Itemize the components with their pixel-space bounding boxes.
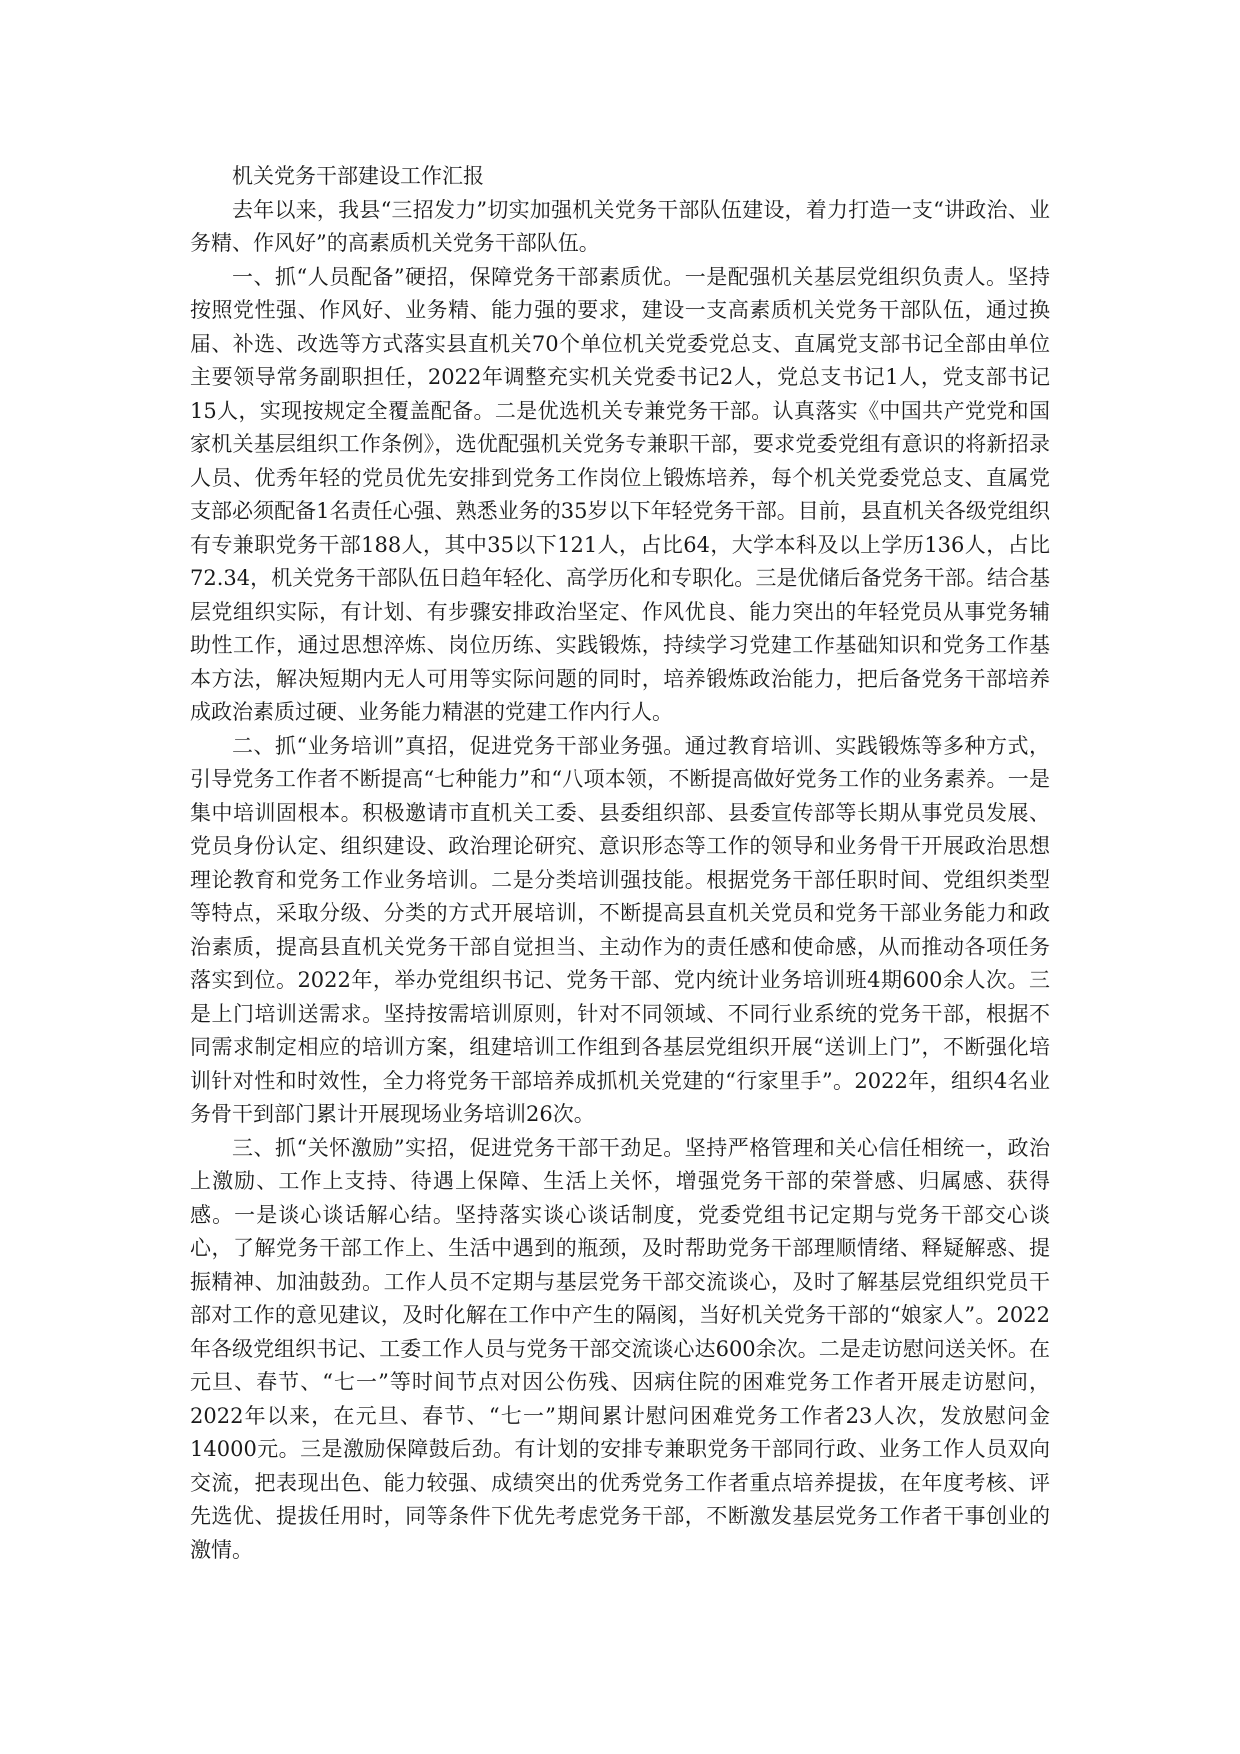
document-title: 机关党务干部建设工作汇报 bbox=[232, 164, 484, 188]
paragraph-section-1: 一、抓“人员配备”硬招，保障党务干部素质优。一是配强机关基层党组织负责人。坚持按照党性强、作风好、业务精、能力强的要求，建设一支高素质机关党务干部队伍，通过换届、补选、改选等方式落实县直机关70个单位机关党委党总支、直属党支部书记全部由单位主要领导常务副职担任，2022年调整充实机关党委书记2人，党总支书记1人，党支部书记15人，实现按规定全覆盖配备。二是优选机关专兼党务干部。认真落实《中国共产党党和国家机关基层组织工作条例》，选优配强机关党务专兼职干部，要求党委党组有意识的将新招录人员、优秀年轻的党员优先安排到党务工作岗位上锻炼培养，每个机关党委党总支、直属党支部必须配备1名责任心强、熟悉业务的35岁以下年轻党务干部。目前，县直机关各级党组织有专兼职党务干部188人，其中35以下121人，占比64，大学本科及以上学历136人，占比72.34，机关党务干部队伍日趋年轻化、高学历化和专职化。三是优储后备党务干部。结合基层党组织实际，有计划、有步骤安排政治坚定、作风优良、能力突出的年轻党员从事党务辅助性工作，通过思想淬炼、岗位历练、实践锻炼，持续学习党建工作基础知识和党务工作基本方法，解决短期内无人可用等实际问题的同时，培养锻炼政治能力，把后备党务干部培养成政治素质过硬、业务能力精湛的党建工作内行人。 bbox=[190, 264, 1050, 724]
paragraph-section-3: 三、抓“关怀激励”实招，促进党务干部干劲足。坚持严格管理和关心信任相统一，政治上激励、工作上支持、待遇上保障、生活上关怀，增强党务干部的荣誉感、归属感、获得感。一是谈心谈话解心结。坚持落实谈心谈话制度，党委党组书记定期与党务干部交心谈心，了解党务干部工作上、生活中遇到的瓶颈，及时帮助党务干部理顺情绪、释疑解惑、提振精神、加油鼓劲。工作人员不定期与基层党务干部交流谈心，及时了解基层党组织党员干部对工作的意见建议，及时化解在工作中产生的隔阂，当好机关党务干部的“娘家人”。2022年各级党组织书记、工委工作人员与党务干部交流谈心达600余次。二是走访慰问送关怀。在元旦、春节、“七一”等时间节点对因公伤残、因病住院的困难党务工作者开展走访慰问，2022年以来，在元旦、春节、“七一”期间累计慰问困难党务工作者23人次，发放慰问金14000元。三是激励保障鼓后劲。有计划的安排专兼职党务干部同行政、业务工作人员双向交流，把表现出色、能力较强、成绩突出的优秀党务工作者重点培养提拔，在年度考核、评先选优、提拔任用时，同等条件下优先考虑党务干部，不断激发基层党务工作者干事创业的激情。 bbox=[190, 1135, 1050, 1562]
document-body bbox=[190, 160, 1050, 1567]
paragraph-section-2: 二、抓“业务培训”真招，促进党务干部业务强。通过教育培训、实践锻炼等多种方式，引导党务工作者不断提高“七种能力”和“八项本领，不断提高做好党务工作的业务素养。一是集中培训固根本。积极邀请市直机关工委、县委组织部、县委宣传部等长期从事党员发展、党员身份认定、组织建设、政治理论研究、意识形态等工作的领导和业务骨干开展政治思想理论教育和党务工作业务培训。二是分类培训强技能。根据党务干部任职时间、党组织类型等特点，采取分级、分类的方式开展培训，不断提高县直机关党员和党务干部业务能力和政治素质，提高县直机关党务干部自觉担当、主动作为的责任感和使命感，从而推动各项任务落实到位。2022年，举办党组织书记、党务干部、党内统计业务培训班4期600余人次。三是上门培训送需求。坚持按需培训原则，针对不同领域、不同行业系统的党务干部，根据不同需求制定相应的培训方案，组建培训工作组到各基层党组织开展“送训上门”，不断强化培训针对性和时效性，全力将党务干部培养成抓机关党建的“行家里手”。2022年，组织4名业务骨干到部门累计开展现场业务培训26次。 bbox=[190, 733, 1050, 1126]
paragraph-intro: 去年以来，我县“三招发力”切实加强机关党务干部队伍建设，着力打造一支“讲政治、业务精、作风好”的高素质机关党务干部队伍。 bbox=[190, 197, 1050, 255]
